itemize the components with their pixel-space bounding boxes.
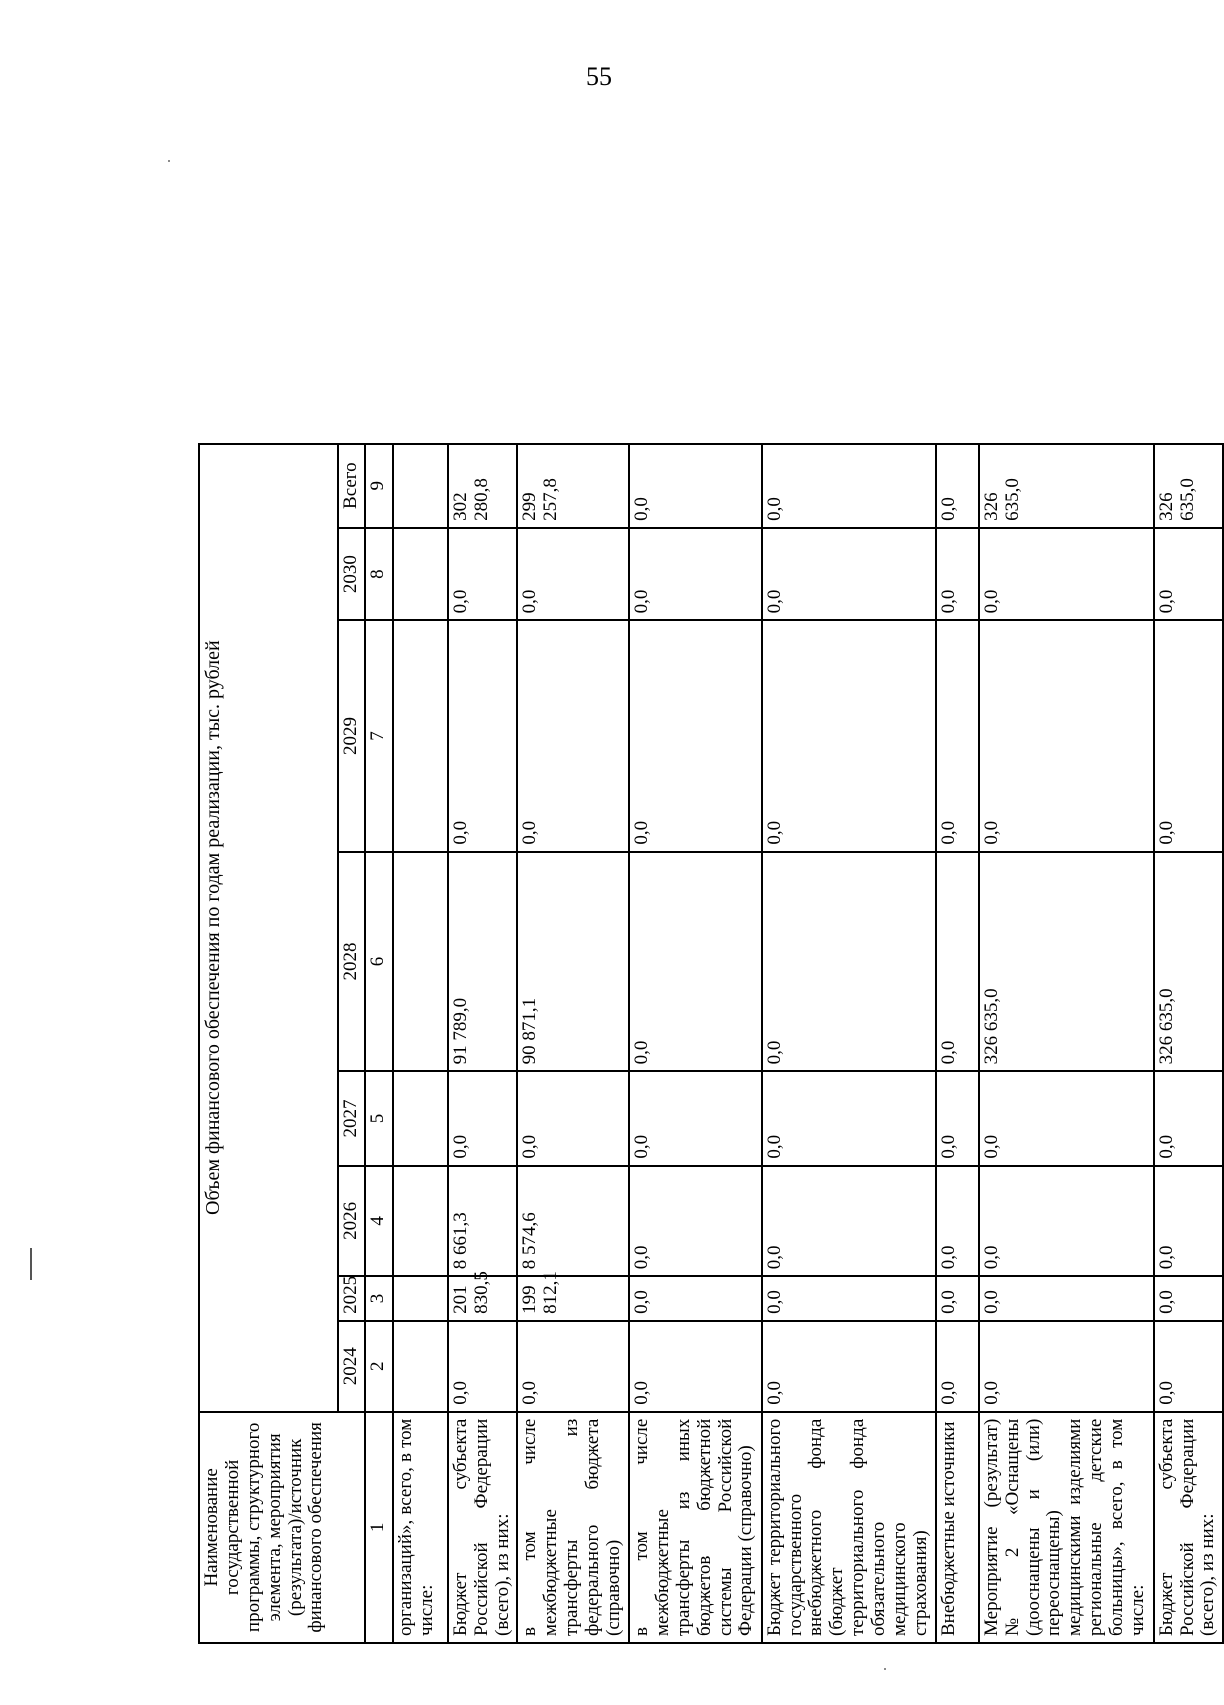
- table-body: [393, 113, 1223, 1643]
- row-value: 0,0: [629, 852, 762, 1072]
- header-index-row: [365, 113, 392, 1643]
- row-name: в том числе межбюджетные трансферты из федерального бюджета (справочно): [517, 1412, 629, 1643]
- row-value: 0,0: [1154, 1321, 1223, 1412]
- row-value: 326 635,0: [979, 444, 1154, 528]
- row-value: 0,0: [629, 1071, 762, 1165]
- row-value: 326 635,0: [1154, 444, 1223, 528]
- column-index: 1: [365, 1412, 392, 1643]
- row-value: 0,0: [629, 1276, 762, 1321]
- row-value: 0,0: [762, 444, 937, 528]
- row-value: 0,0: [936, 1166, 978, 1277]
- row-value: 0,0: [936, 528, 978, 621]
- row-value: 326 635,0: [1154, 852, 1223, 1072]
- row-value: 0,0: [517, 1071, 629, 1165]
- row-value: 8 661,3: [448, 1166, 517, 1277]
- table-row: [448, 113, 517, 1643]
- row-value: 0,0: [1154, 1276, 1223, 1321]
- row-value: 0,0: [936, 1276, 978, 1321]
- row-value: 299 257,8: [517, 444, 629, 528]
- year-2029: 2029: [338, 620, 365, 851]
- column-index: 5: [365, 1071, 392, 1165]
- row-value: 0,0: [629, 444, 762, 528]
- row-value: 0,0: [629, 1166, 762, 1277]
- row-value: 0,0: [762, 528, 937, 621]
- row-value: [393, 528, 449, 621]
- header-name-column: Наименование государственной программы, структурного элемента, мероприятия (результата)/источник финансового обеспечения: [199, 1412, 365, 1643]
- row-value: 0,0: [1154, 1071, 1223, 1165]
- row-value: 0,0: [762, 1321, 937, 1412]
- column-index: 3: [365, 1276, 392, 1321]
- row-name: организаций», всего, в том числе:: [393, 1412, 449, 1643]
- row-value: 0,0: [979, 1071, 1154, 1165]
- row-value: 0,0: [936, 852, 978, 1072]
- row-value: 0,0: [448, 528, 517, 621]
- row-value: 0,0: [979, 528, 1154, 621]
- table-row: [393, 113, 449, 1643]
- row-value: 90 871,1: [517, 852, 629, 1072]
- row-value: 0,0: [979, 1321, 1154, 1412]
- year-2026: 2026: [338, 1166, 365, 1277]
- row-value: 0,0: [448, 620, 517, 851]
- financing-table: [198, 112, 1224, 1644]
- row-value: 0,0: [979, 620, 1154, 851]
- row-name: Внебюджетные источники: [936, 1412, 978, 1643]
- table-row: [629, 113, 762, 1643]
- table-row: [1154, 113, 1223, 1643]
- row-value: [393, 852, 449, 1072]
- column-index: 2: [365, 1321, 392, 1412]
- row-value: 0,0: [517, 620, 629, 851]
- table-row: [762, 113, 937, 1643]
- year-2024: 2024: [338, 1321, 365, 1412]
- row-value: 201 830,5: [448, 1276, 517, 1321]
- scan-speck: [168, 160, 170, 162]
- table-row: [936, 113, 978, 1643]
- row-value: 0,0: [762, 852, 937, 1072]
- row-value: 0,0: [629, 528, 762, 621]
- row-name: Бюджет субъекта Российской Федерации (всего), из них:: [1154, 1412, 1223, 1643]
- year-total: Всего: [338, 444, 365, 528]
- year-2028: 2028: [338, 852, 365, 1072]
- row-value: 91 789,0: [448, 852, 517, 1072]
- row-value: 0,0: [629, 620, 762, 851]
- scan-speck: [884, 1668, 886, 1670]
- row-value: 326 635,0: [979, 852, 1154, 1072]
- column-index: 8: [365, 528, 392, 621]
- rotated-table-container: [198, 112, 1224, 1644]
- row-value: [393, 1071, 449, 1165]
- column-index: 9: [365, 444, 392, 528]
- row-value: 302 280,8: [448, 444, 517, 528]
- year-2030: 2030: [338, 528, 365, 621]
- column-index: 6: [365, 852, 392, 1072]
- row-value: 199 812,1: [517, 1276, 629, 1321]
- row-value: [393, 1166, 449, 1277]
- row-value: 0,0: [517, 1321, 629, 1412]
- column-index: 4: [365, 1166, 392, 1277]
- row-name: Бюджет территориального государственного внебюджетного фонда (бюджет территориального фонда обязательного медицинского страхования): [762, 1412, 937, 1643]
- row-value: [393, 1276, 449, 1321]
- row-value: 0,0: [448, 1321, 517, 1412]
- row-name: в том числе межбюджетные трансферты из иных бюджетов бюджетной системы Российской Федерации (справочно): [629, 1412, 762, 1643]
- table-row: [517, 113, 629, 1643]
- row-value: 0,0: [1154, 528, 1223, 621]
- page-number: 55: [586, 62, 612, 91]
- row-value: 0,0: [936, 444, 978, 528]
- year-2025: 2025: [338, 1276, 365, 1321]
- row-value: [393, 444, 449, 528]
- row-value: 0,0: [1154, 620, 1223, 851]
- row-value: 0,0: [936, 1321, 978, 1412]
- table-row: [979, 113, 1154, 1643]
- header-group: Объем финансового обеспечения по годам реализации, тыс. рублей: [199, 444, 338, 1412]
- year-2027: 2027: [338, 1071, 365, 1165]
- row-value: 0,0: [448, 1071, 517, 1165]
- row-name: Мероприятие (результат) № 2 «Оснащены (дооснащены и (или) переоснащены) медицинскими изделиями региональные детские больницы», всего, в том числе:: [979, 1412, 1154, 1643]
- row-value: [393, 620, 449, 851]
- column-index: 7: [365, 620, 392, 851]
- row-value: [393, 1321, 449, 1412]
- binding-mark: [30, 1248, 32, 1280]
- row-value: 0,0: [936, 1071, 978, 1165]
- header-row-1: [199, 113, 338, 1643]
- row-value: 8 574,6: [517, 1166, 629, 1277]
- row-value: 0,0: [762, 1071, 937, 1165]
- row-value: 0,0: [936, 620, 978, 851]
- row-value: 0,0: [979, 1276, 1154, 1321]
- row-value: 0,0: [1154, 1166, 1223, 1277]
- row-value: 0,0: [762, 1166, 937, 1277]
- row-value: 0,0: [629, 1321, 762, 1412]
- row-value: 0,0: [762, 1276, 937, 1321]
- row-value: 0,0: [517, 528, 629, 621]
- row-value: 0,0: [762, 620, 937, 851]
- row-value: 0,0: [979, 1166, 1154, 1277]
- row-name: Бюджет субъекта Российской Федерации (всего), из них:: [448, 1412, 517, 1643]
